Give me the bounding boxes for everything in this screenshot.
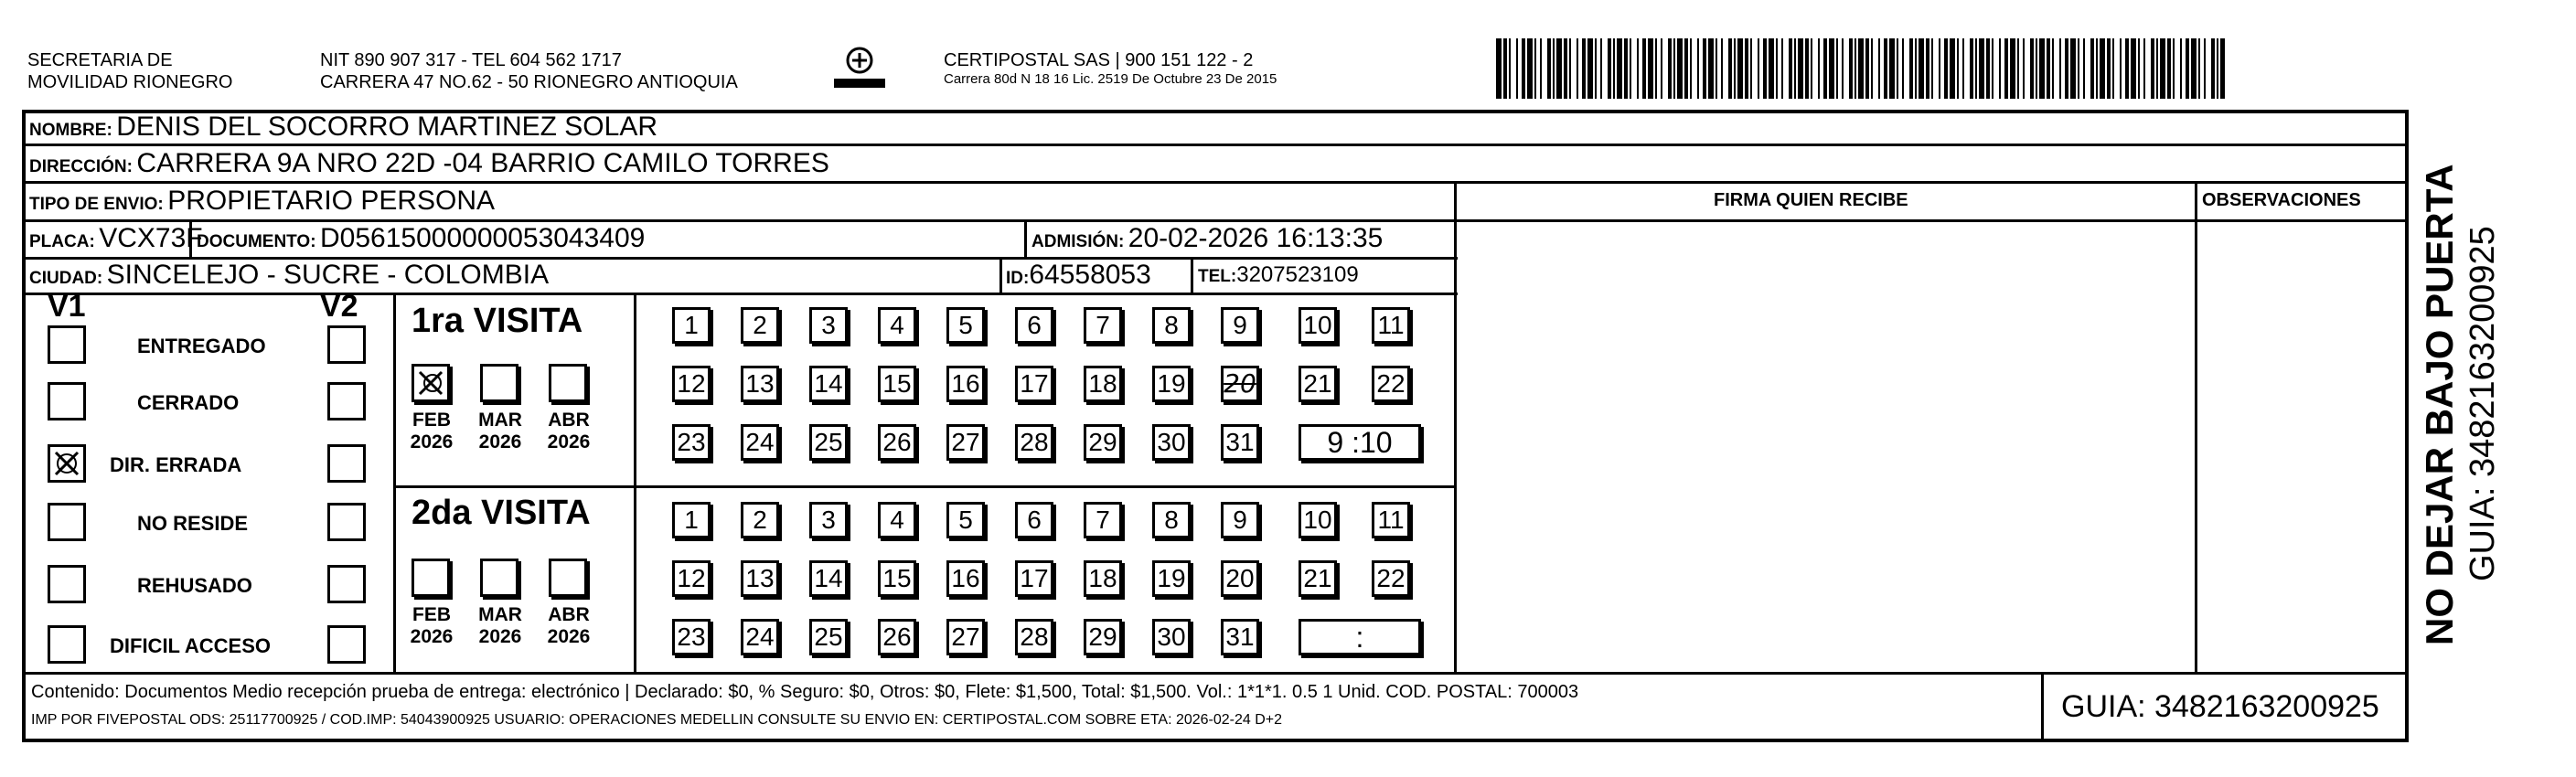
day-box[interactable]: 4: [878, 502, 916, 538]
day-box[interactable]: 8: [1152, 502, 1191, 538]
v1-header: V1: [48, 289, 86, 324]
day-box[interactable]: 5: [946, 307, 985, 344]
v1-checkbox[interactable]: [48, 325, 86, 364]
day-box[interactable]: 20: [1221, 560, 1259, 597]
day-box[interactable]: 18: [1084, 560, 1122, 597]
day-box[interactable]: 29: [1084, 619, 1122, 655]
day-box[interactable]: 28: [1015, 619, 1053, 655]
v2-header: V2: [320, 289, 358, 324]
placa-field: PLACA: VCX73F: [29, 223, 203, 253]
ciudad-field: CIUDAD: SINCELEJO - SUCRE - COLOMBIA: [29, 260, 550, 290]
tel-field: TEL:3207523109: [1198, 262, 1359, 287]
month-checkbox[interactable]: [480, 559, 518, 597]
day-box[interactable]: 10: [1299, 502, 1337, 538]
sender-name: SECRETARIA DE MOVILIDAD RIONEGRO: [27, 50, 233, 92]
no-dejar-bajo-puerta: NO DEJAR BAJO PUERTA: [2418, 164, 2461, 645]
v1-checkbox[interactable]: [48, 503, 86, 541]
v2-checkbox[interactable]: [327, 565, 366, 603]
nombre-value: DENIS DEL SOCORRO MARTINEZ SOLAR: [116, 112, 658, 142]
month-label: MAR 2026: [478, 410, 522, 452]
sender-contact: NIT 890 907 317 - TEL 604 562 1717 CARRERA 47 NO.62 - 50 RIONEGRO ANTIOQUIA: [320, 50, 738, 92]
v2-checkbox[interactable]: [327, 444, 366, 483]
status-label: DIR. ERRADA: [110, 453, 242, 476]
documento-field: DOCUMENTO: D05615000000053043409: [197, 223, 646, 253]
day-box[interactable]: 16: [946, 366, 985, 402]
observaciones-header: OBSERVACIONES: [2202, 190, 2361, 210]
id-field: ID:64558053: [1006, 260, 1151, 290]
v1-checkbox[interactable]: [48, 444, 86, 483]
v1-checkbox[interactable]: [48, 625, 86, 664]
day-box[interactable]: 2: [741, 307, 779, 344]
month-checkbox[interactable]: [549, 559, 587, 597]
day-box[interactable]: 13: [741, 366, 779, 402]
day-box[interactable]: 14: [809, 366, 848, 402]
day-box[interactable]: 25: [809, 619, 848, 655]
day-box[interactable]: 11: [1372, 307, 1410, 344]
footer-content: Contenido: Documentos Medio recepción prueba de entrega: electrónico | Declarado: $0, % Seguro: $0, Otros: $0, Flete: $1,500, Total: $1,500. Vol.: 1*1*1. 0.5 1 Unid. COD. POSTAL: 700003: [31, 682, 1579, 702]
divider: [2195, 181, 2197, 675]
tipo-envio-value: PROPIETARIO PERSONA: [167, 186, 496, 216]
divider: [1454, 219, 2195, 222]
tipo-envio-row: TIPO DE ENVIO: PROPIETARIO PERSONA: [29, 186, 496, 216]
v1-checkbox[interactable]: [48, 565, 86, 603]
day-box[interactable]: 16: [946, 560, 985, 597]
day-box[interactable]: 1: [672, 307, 711, 344]
certipostal-logo: [832, 44, 887, 95]
day-box[interactable]: 12: [672, 560, 711, 597]
day-box[interactable]: 14: [809, 560, 848, 597]
barcode: [1496, 38, 2225, 99]
v2-checkbox[interactable]: [327, 325, 366, 364]
day-box[interactable]: 6: [1015, 502, 1053, 538]
day-box[interactable]: 7: [1084, 502, 1122, 538]
time-box[interactable]: :: [1299, 619, 1421, 655]
status-label: DIFICIL ACCESO: [110, 634, 272, 657]
visit-1-title: 1ra VISITA: [412, 302, 583, 340]
month-label: FEB 2026: [410, 410, 454, 452]
month-label: ABR 2026: [547, 604, 591, 647]
day-box[interactable]: 15: [878, 366, 916, 402]
month-label: FEB 2026: [410, 604, 454, 647]
day-box[interactable]: 26: [878, 619, 916, 655]
day-box[interactable]: 27: [946, 424, 985, 461]
day-box[interactable]: 19: [1152, 560, 1191, 597]
day-box[interactable]: 3: [809, 307, 848, 344]
day-box[interactable]: 11: [1372, 502, 1410, 538]
day-box[interactable]: 24: [741, 424, 779, 461]
day-box[interactable]: 3: [809, 502, 848, 538]
day-box[interactable]: 1: [672, 502, 711, 538]
day-box[interactable]: 4: [878, 307, 916, 344]
divider: [2195, 219, 2409, 222]
admision-field: ADMISIÓN: 20-02-2026 16:13:35: [1031, 223, 1384, 253]
day-box[interactable]: 15: [878, 560, 916, 597]
month-checkbox[interactable]: [549, 364, 587, 402]
day-box[interactable]: 8: [1152, 307, 1191, 344]
divider: [1191, 257, 1193, 293]
side-guia: GUIA: 3482163200925: [2464, 226, 2502, 581]
divider: [22, 672, 2409, 675]
day-box[interactable]: 17: [1015, 366, 1053, 402]
nombre-row: NOMBRE: DENIS DEL SOCORRO MARTINEZ SOLAR: [29, 112, 658, 142]
divider: [393, 485, 1454, 488]
v1-checkbox[interactable]: [48, 382, 86, 420]
v2-checkbox[interactable]: [327, 503, 366, 541]
divider: [634, 293, 636, 672]
day-box[interactable]: 27: [946, 619, 985, 655]
day-box[interactable]: 21: [1299, 366, 1337, 402]
day-box[interactable]: 20: [1221, 366, 1259, 402]
day-box[interactable]: 22: [1372, 560, 1410, 597]
month-label: MAR 2026: [478, 604, 522, 647]
day-box[interactable]: 30: [1152, 424, 1191, 461]
day-box[interactable]: 28: [1015, 424, 1053, 461]
day-box[interactable]: 9: [1221, 502, 1259, 538]
direccion-row: DIRECCIÓN: CARRERA 9A NRO 22D -04 BARRIO CAMILO TORRES: [29, 148, 829, 178]
status-label: CERRADO: [137, 391, 240, 414]
visit-2-title: 2da VISITA: [412, 494, 591, 532]
day-box[interactable]: 21: [1299, 560, 1337, 597]
day-box[interactable]: 5: [946, 502, 985, 538]
day-box[interactable]: 7: [1084, 307, 1122, 344]
day-box[interactable]: 23: [672, 619, 711, 655]
month-label: ABR 2026: [547, 410, 591, 452]
v2-checkbox[interactable]: [327, 625, 366, 664]
company-info: CERTIPOSTAL SAS | 900 151 122 - 2 Carrera 80d N 18 16 Lic. 2519 De Octubre 23 De 2015: [944, 50, 1277, 87]
status-label: ENTREGADO: [137, 335, 266, 357]
divider: [1454, 181, 1457, 675]
month-checkbox[interactable]: [480, 364, 518, 402]
day-box[interactable]: 6: [1015, 307, 1053, 344]
day-box[interactable]: 17: [1015, 560, 1053, 597]
divider: [2041, 672, 2044, 742]
month-checkbox[interactable]: [412, 364, 450, 402]
month-checkbox[interactable]: [412, 559, 450, 597]
divider: [1024, 219, 1027, 257]
day-box[interactable]: 2: [741, 502, 779, 538]
day-box[interactable]: 19: [1152, 366, 1191, 402]
day-box[interactable]: 13: [741, 560, 779, 597]
day-box[interactable]: 12: [672, 366, 711, 402]
day-box[interactable]: 26: [878, 424, 916, 461]
direccion-value: CARRERA 9A NRO 22D -04 BARRIO CAMILO TORRES: [136, 148, 829, 178]
day-box[interactable]: 24: [741, 619, 779, 655]
day-box[interactable]: 23: [672, 424, 711, 461]
status-label: REHUSADO: [137, 574, 252, 597]
status-label: NO RESIDE: [137, 512, 249, 535]
day-box[interactable]: 18: [1084, 366, 1122, 402]
day-box[interactable]: 10: [1299, 307, 1337, 344]
footer-guia: GUIA: 3482163200925: [2061, 689, 2379, 724]
time-box[interactable]: 9 :10: [1299, 424, 1421, 461]
divider: [999, 257, 1002, 293]
day-box[interactable]: 31: [1221, 619, 1259, 655]
day-box[interactable]: 29: [1084, 424, 1122, 461]
day-box[interactable]: 25: [809, 424, 848, 461]
footer-imp: IMP POR FIVEPOSTAL ODS: 25117700925 / COD.IMP: 54043900925 USUARIO: OPERACIONES MEDELLIN CONSULTE SU ENVIO EN: CERTIPOSTAL.COM SOBRE ETA: 2026-02-24 D+2: [31, 712, 1283, 728]
firma-header: FIRMA QUIEN RECIBE: [1714, 190, 1908, 210]
day-box[interactable]: 9: [1221, 307, 1259, 344]
day-box[interactable]: 22: [1372, 366, 1410, 402]
v2-checkbox[interactable]: [327, 382, 366, 420]
divider: [393, 293, 396, 672]
day-box[interactable]: 31: [1221, 424, 1259, 461]
day-box[interactable]: 30: [1152, 619, 1191, 655]
